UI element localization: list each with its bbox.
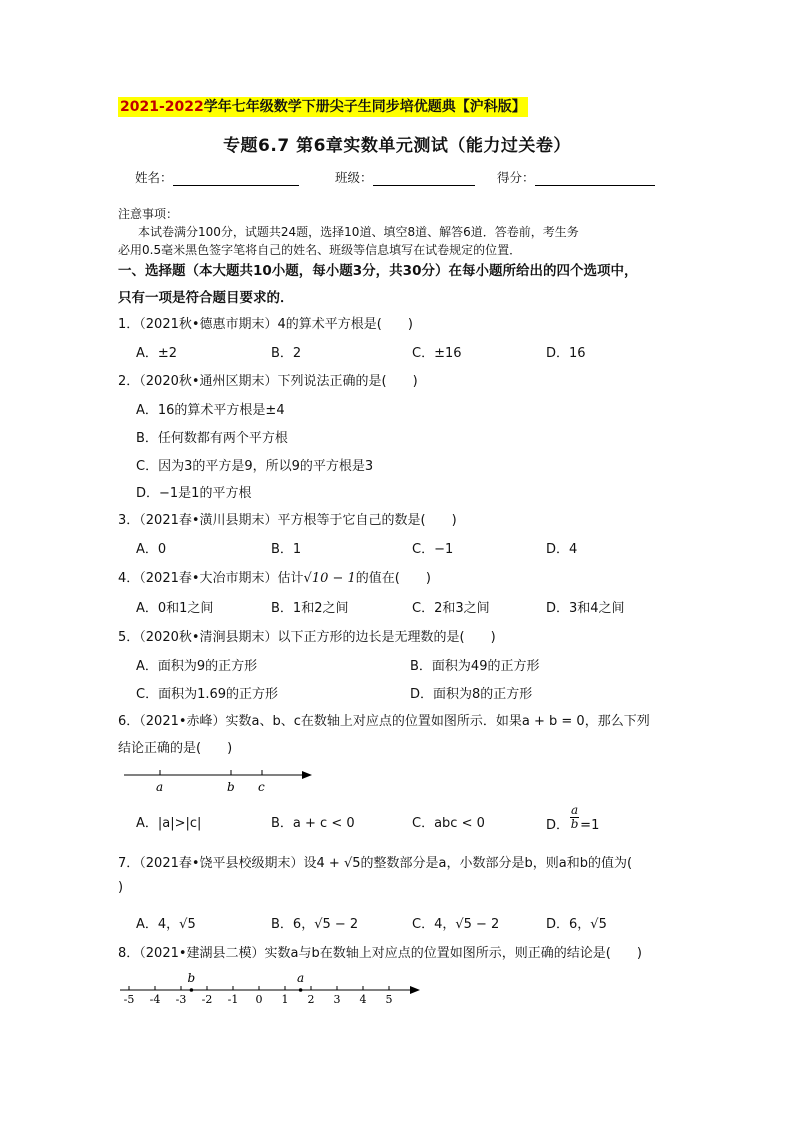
q6-option-d-prefix: D． <box>546 818 570 833</box>
series-banner <box>118 97 528 117</box>
name-label: 姓名： <box>135 170 173 185</box>
q8-tick-label: 2 <box>307 993 315 1006</box>
q5-option-a[interactable]: A．面积为9的正方形 <box>136 659 258 674</box>
q1-option-c[interactable]: C．±16 <box>412 346 462 361</box>
q6-label-c: c <box>258 780 265 794</box>
score-blank[interactable] <box>535 171 655 186</box>
q4-option-b[interactable]: B．1和2之间 <box>271 601 349 616</box>
q8-tick-label: -1 <box>227 993 239 1006</box>
q3-option-a[interactable]: A．0 <box>136 542 167 557</box>
q7-option-d[interactable]: D．6，√5 <box>546 917 607 932</box>
q6-option-a[interactable]: A．|a|>|c| <box>136 816 202 831</box>
q5-option-d[interactable]: D．面积为8的正方形 <box>410 687 533 702</box>
q6-label-b: b <box>227 780 235 794</box>
question-3-stem: 3．（2021春•潢川县期末）平方根等于它自己的数是( ) <box>118 513 457 528</box>
class-blank[interactable] <box>373 171 475 186</box>
q6-option-d-rhs: =1 <box>580 818 600 833</box>
q6-fraction <box>570 804 579 831</box>
q6-fraction-num: a <box>571 803 579 817</box>
banner-year: 2021-2022 <box>120 99 204 115</box>
q6-fraction-den: b <box>570 817 579 831</box>
q8-tick-label: 4 <box>359 993 367 1006</box>
q4-option-d[interactable]: D．3和4之间 <box>546 601 625 616</box>
q2-option-c[interactable]: C．因为3的平方是9，所以9的平方根是3 <box>136 459 374 474</box>
section-heading-1: 一、选择题（本大题共10小题，每小题3分，共30分）在每小题所给出的四个选项中， <box>118 263 638 279</box>
q8-tick-label: 3 <box>333 993 341 1006</box>
banner-text: 学年七年级数学下册尖子生同步培优题典【沪科版】 <box>203 99 526 115</box>
question-5-stem: 5．（2020秋•清涧县期末）以下正方形的边长是无理数的是( ) <box>118 630 496 645</box>
q2-option-a[interactable]: A．16的算术平方根是±4 <box>136 403 285 418</box>
q1-option-a[interactable]: A．±2 <box>136 346 178 361</box>
q3-option-d[interactable]: D．4 <box>546 542 578 557</box>
question-6-stem-line-1: 6．（2021•赤峰）实数a、b、c在数轴上对应点的位置如图所示．如果a + b = 0，那么下列 <box>118 714 650 729</box>
q4-option-c[interactable]: C．2和3之间 <box>412 601 490 616</box>
question-8-stem: 8．（2021•建湖县二模）实数a与b在数轴上对应点的位置如图所示，则正确的结论是( ) <box>118 946 642 961</box>
q3-option-c[interactable]: C．−1 <box>412 542 454 557</box>
q8-point-a <box>299 988 303 992</box>
q6-label-a: a <box>156 780 164 794</box>
name-field <box>135 168 299 186</box>
page-title: 专题6.7 第6章实数单元测试（能力过关卷） <box>223 136 571 156</box>
q7-option-c[interactable]: C．4，√5 − 2 <box>412 917 500 932</box>
class-field <box>335 168 475 186</box>
section-heading-2: 只有一项是符合题目要求的． <box>118 290 294 306</box>
q2-option-b[interactable]: B．任何数都有两个平方根 <box>136 431 288 446</box>
q2-option-d[interactable]: D．−1是1的平方根 <box>136 486 252 501</box>
q8-tick-label: 0 <box>255 993 263 1006</box>
q6-option-c[interactable]: C．abc < 0 <box>412 816 485 831</box>
q8-point-b <box>190 988 194 992</box>
q6-option-d[interactable] <box>546 804 599 831</box>
question-4-stem <box>118 567 431 586</box>
q4-option-a[interactable]: A．0和1之间 <box>136 601 214 616</box>
question-1-stem: 1．（2021秋•德惠市期末）4的算术平方根是( ) <box>118 317 413 332</box>
q6-option-b[interactable]: B．a + c < 0 <box>271 816 355 831</box>
q4-stem-suffix: 的值在( ) <box>355 571 431 586</box>
q7-option-a[interactable]: A．4，√5 <box>136 917 196 932</box>
q8-number-line <box>118 970 428 1006</box>
q3-option-b[interactable]: B．1 <box>271 542 302 557</box>
q8-point-label-a: a <box>297 971 305 985</box>
q1-option-b[interactable]: B．2 <box>271 346 302 361</box>
q8-tick-label: -4 <box>149 993 161 1006</box>
question-7-stem-line-2: ) <box>118 880 124 895</box>
q6-axis-arrow <box>302 771 312 779</box>
q7-option-b[interactable]: B．6，√5 − 2 <box>271 917 359 932</box>
q4-stem-prefix: 4．（2021春•大冶市期末）估计 <box>118 571 304 586</box>
q5-option-b[interactable]: B．面积为49的正方形 <box>410 659 540 674</box>
notes-line-1: 本试卷满分100分，试题共24题，选择10道、填空8道、解答6道．答卷前，考生务 <box>138 225 579 239</box>
question-2-stem: 2．（2020秋•通州区期末）下列说法正确的是( ) <box>118 374 418 389</box>
q8-tick-label: -3 <box>175 993 187 1006</box>
q4-stem-math: √10 − 1 <box>303 571 356 586</box>
q8-axis-arrow <box>410 986 420 994</box>
score-label: 得分： <box>497 170 535 185</box>
score-field <box>497 168 655 186</box>
question-7-stem-line-1: 7．（2021春•饶平县校级期末）设4 + √5的整数部分是a，小数部分是b，则a和b的值为( <box>118 856 633 871</box>
question-6-stem-line-2: 结论正确的是( ) <box>118 741 233 756</box>
q8-point-label-b: b <box>187 971 196 985</box>
q8-tick-label: 1 <box>281 993 289 1006</box>
q1-option-d[interactable]: D．16 <box>546 346 586 361</box>
q8-tick-label: 5 <box>385 993 393 1006</box>
name-blank[interactable] <box>173 171 299 186</box>
class-label: 班级： <box>335 170 373 185</box>
q8-tick-label: -2 <box>201 993 213 1006</box>
notes-heading: 注意事项： <box>118 207 179 221</box>
q6-number-line <box>118 762 318 796</box>
notes-line-2: 必用0.5毫米黑色签字笔将自己的姓名、班级等信息填写在试卷规定的位置． <box>118 243 522 257</box>
q5-option-c[interactable]: C．面积为1.69的正方形 <box>136 687 279 702</box>
q8-tick-label: -5 <box>123 993 135 1006</box>
